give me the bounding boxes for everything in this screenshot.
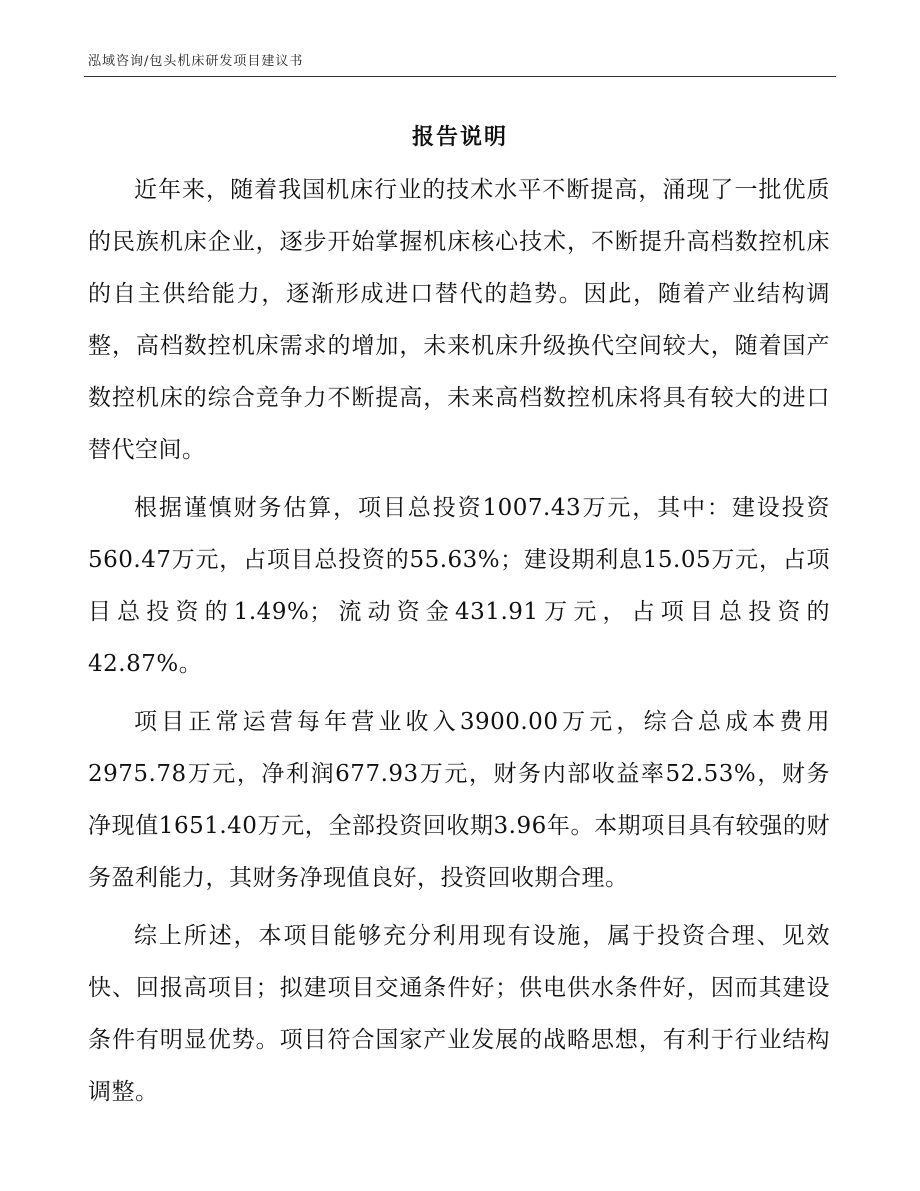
paragraph-conclusion: 综上所述，本项目能够充分利用现有设施，属于投资合理、见效快、回报高项目；拟建项目交通条件好；供电供水条件好，因而其建设条件有明显优势。项目符合国家产业发展的战略思想，有利于行业结构调整。 xyxy=(88,923,830,1105)
paragraph-financials: 项目正常运营每年营业收入3900.00万元，综合总成本费用2975.78万元，净利润677.93万元，财务内部收益率52.53%，财务净现值1651.40万元，全部投资回收期3.96年。本期项目具有较强的财务盈利能力，其财务净现值良好，投资回收期合理。 xyxy=(88,709,830,891)
paragraph-intro: 近年来，随着我国机床行业的技术水平不断提高，涌现了一批优质的民族机床企业，逐步开始掌握机床核心技术，不断提升高档数控机床的自主供给能力，逐渐形成进口替代的趋势。因此，随着产业结构调整，高档数控机床需求的增加，未来机床升级换代空间较大，随着国产数控机床的综合竞争力不断提高，未来高档数控机床将具有较大的进口替代空间。 xyxy=(88,177,830,463)
document-title: 报告说明 xyxy=(411,124,508,150)
paragraph-investment: 根据谨慎财务估算，项目总投资1007.43万元，其中：建设投资560.47万元，占项目总投资的55.63%；建设期利息15.05万元，占项目总投资的1.49%；流动资金431.91万元，占项目总投资的42.87%。 xyxy=(88,495,830,677)
document-body xyxy=(88,164,830,1124)
page-header: 泓域咨询/包头机床研发项目建议书 xyxy=(88,54,304,69)
header-divider xyxy=(84,76,836,77)
